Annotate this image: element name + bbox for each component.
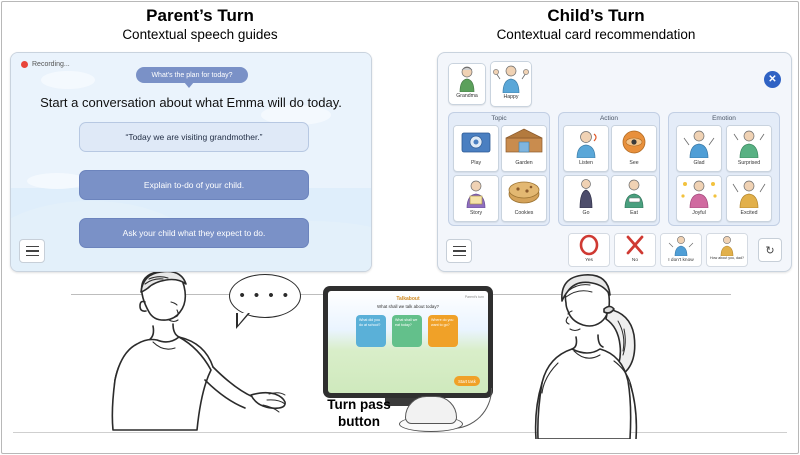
hamburger-menu-icon[interactable] [446, 239, 472, 263]
surprised-card-icon [727, 126, 771, 158]
speech-guide-1[interactable]: “Today we are visiting grandmother.” [79, 122, 309, 152]
hamburger-menu-icon[interactable] [19, 239, 45, 263]
tablet-topic-card-1[interactable]: What did you do at school? [356, 315, 386, 347]
excited-card-icon [727, 176, 771, 208]
quick-card-label: How about you, dad? [710, 256, 744, 260]
dont-know-card-icon [661, 234, 701, 256]
quick-card-label: I don't know [668, 258, 694, 263]
speech-guide-3[interactable]: Ask your child what they expect to do. [79, 218, 309, 248]
turn-pass-label-line2: button [338, 414, 380, 429]
tablet-turn-indicator: Parent’s turn [464, 295, 484, 299]
parent-panel-heading [0, 6, 400, 44]
child-panel-heading [396, 6, 796, 44]
card-label: Story [469, 210, 483, 216]
child-panel-title: Child’s Turn [547, 6, 645, 25]
quick-card-no[interactable] [614, 233, 656, 267]
card-excited[interactable] [726, 175, 772, 222]
child-panel-subtitle: Contextual card recommendation [496, 27, 696, 42]
joyful-card-icon [677, 176, 721, 208]
card-label: Go [582, 210, 590, 216]
card-group-title: Topic [491, 115, 507, 122]
no-cross-icon [615, 234, 655, 256]
recording-status [21, 61, 70, 68]
card-label: Play [470, 160, 482, 166]
tablet-start-button[interactable]: Start task [454, 376, 480, 386]
eat-card-icon [612, 176, 656, 208]
turn-pass-label-line1: Turn pass [327, 397, 391, 412]
speech-bubble: • • • • [229, 274, 301, 318]
card-go[interactable] [563, 175, 609, 222]
card-label: Glad [693, 160, 705, 166]
card-surprised[interactable] [726, 125, 772, 172]
card-label: Surprised [737, 160, 761, 166]
card-eat[interactable] [611, 175, 657, 222]
conversation-prompt: Start a conversation about what Emma will do today. [40, 95, 342, 110]
card-group-action [558, 112, 660, 226]
history-card-label: Grandma [456, 93, 478, 99]
turn-pass-button-device[interactable] [399, 396, 461, 430]
card-garden[interactable] [501, 125, 547, 172]
parent-panel-title: Parent’s Turn [146, 6, 254, 25]
turn-pass-button-dome[interactable] [405, 396, 457, 424]
card-label: Garden [515, 160, 533, 166]
card-label: Listen [579, 160, 593, 166]
tablet-question: What shall we talk about today? [377, 304, 439, 309]
card-label: Joyful [692, 210, 706, 216]
listen-card-icon [564, 126, 608, 158]
history-card-happy[interactable] [490, 61, 532, 107]
child-app-screen [437, 52, 792, 272]
card-group-title: Emotion [712, 115, 736, 122]
card-see[interactable] [611, 125, 657, 172]
card-story[interactable] [453, 175, 499, 222]
card-label: Excited [740, 210, 758, 216]
play-card-icon [454, 126, 498, 158]
topic-bubble-tail [184, 82, 194, 88]
shared-tablet-screen [328, 291, 488, 393]
go-card-icon [564, 176, 608, 208]
tablet-app-title: Talkabout [396, 296, 420, 302]
quick-card-label: Yes [585, 258, 593, 263]
recording-dot-icon [21, 61, 28, 68]
history-card-grandma[interactable] [448, 63, 486, 105]
quick-card-label: No [631, 258, 639, 263]
child-figure [496, 272, 706, 444]
recording-label: Recording... [32, 61, 70, 68]
history-card-label: Happy [503, 94, 519, 100]
see-card-icon [612, 126, 656, 158]
quick-card-yes[interactable] [568, 233, 610, 267]
turn-pass-button-label [319, 396, 399, 430]
card-play[interactable] [453, 125, 499, 172]
topic-bubble: What's the plan for today? [136, 67, 248, 83]
speech-guide-2[interactable]: Explain to-do of your child. [79, 170, 309, 200]
parent-panel-subtitle: Contextual speech guides [122, 27, 278, 42]
yes-circle-icon [569, 234, 609, 256]
illustration-scene [1, 272, 799, 454]
how-about-you-card-icon [707, 234, 747, 256]
card-label: Eat [630, 210, 638, 216]
tablet-topic-card-2[interactable]: What shall we eat today? [392, 315, 422, 347]
grandma-card-icon [449, 64, 485, 92]
card-joyful[interactable] [676, 175, 722, 222]
quick-card-how-about-you[interactable] [706, 233, 748, 267]
cloud-decoration [41, 71, 95, 89]
happy-card-icon [491, 62, 531, 93]
close-icon[interactable]: ✕ [764, 71, 781, 88]
quick-card-dont-know[interactable] [660, 233, 702, 267]
tablet-topic-card-3[interactable]: Where do you want to go? [428, 315, 458, 347]
card-group-topic [448, 112, 550, 226]
shared-tablet-device[interactable] [323, 286, 493, 398]
card-label: Cookies [514, 210, 534, 216]
card-label: See [629, 160, 639, 166]
story-card-icon [454, 176, 498, 208]
cookies-card-icon [502, 176, 546, 208]
cloud-decoration [27, 173, 87, 189]
parent-app-screen [10, 52, 372, 272]
garden-card-icon [502, 126, 546, 158]
card-listen[interactable] [563, 125, 609, 172]
glad-card-icon [677, 126, 721, 158]
card-group-emotion [668, 112, 780, 226]
card-cookies[interactable] [501, 175, 547, 222]
speech-bubble-tail-inner [238, 313, 248, 325]
refresh-icon[interactable]: ↻ [758, 238, 782, 262]
card-glad[interactable] [676, 125, 722, 172]
card-group-title: Action [599, 115, 619, 122]
